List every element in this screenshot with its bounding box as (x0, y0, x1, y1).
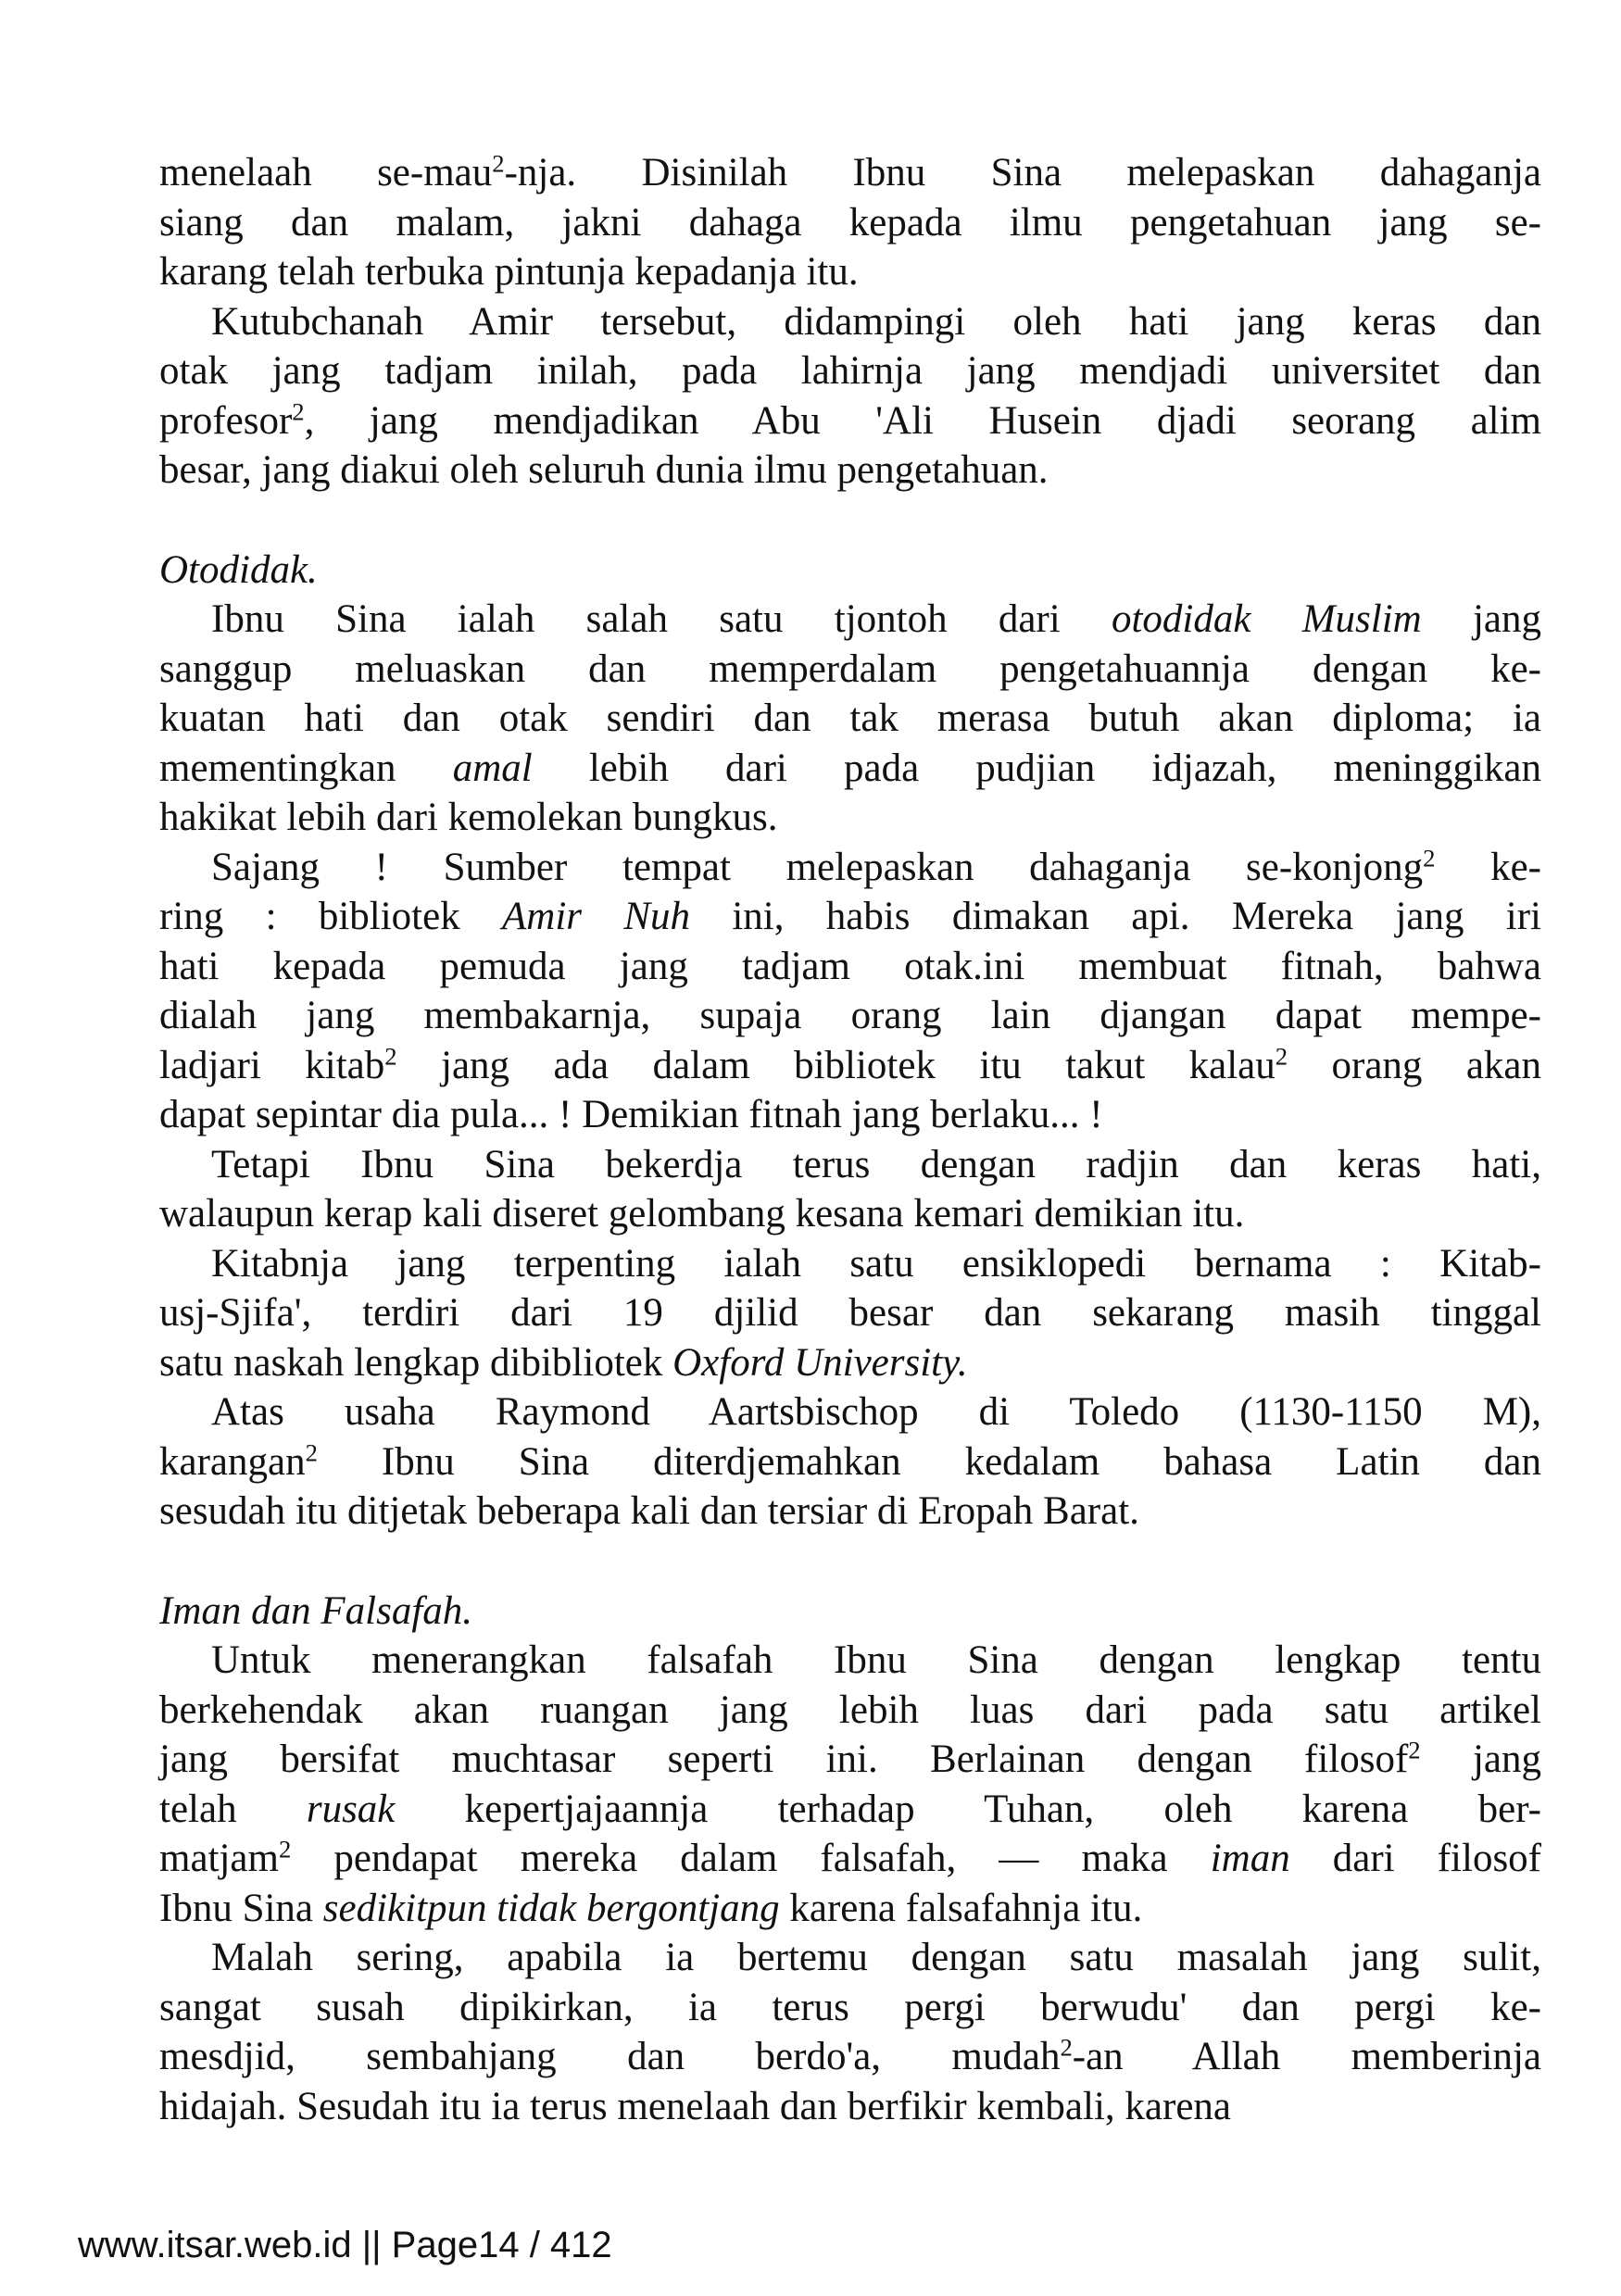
paragraph: jang bersifat muchtasar seperti ini. Berlainan dengan filosof$^2$ jang (159, 1736, 1541, 1781)
paragraph: dialah jang membakarnja, supaja orang lain djangan dapat mempe- (159, 994, 1541, 1037)
paragraph: menelaah se-mau$^2$-nja. Disinilah Ibnu Sina melepaskan dahaganja (159, 149, 1541, 194)
paragraph: matjam$^2$ pendapat mereka dalam falsafah, — maka iman dari filosof (159, 1835, 1541, 1880)
paragraph: besar, jang diakui oleh seluruh dunia ilmu pengetahuan. (159, 448, 1049, 492)
paragraph: karang telah terbuka pintunja kepadanja itu. (159, 250, 859, 294)
paragraph: mesdjid, sembahjang dan berdo'a, mudah$^2$-an Allah memberinja (159, 2033, 1541, 2078)
paragraph: dapat sepintar dia pula... ! Demikian fitnah jang berlaku... ! (159, 1093, 1103, 1136)
paragraph: Ibnu Sina ialah salah satu tjontoh dari otodidak Muslim jang (211, 597, 1541, 641)
paragraph: hakikat lebih dari kemolekan bungkus. (159, 796, 778, 839)
paragraph: berkehendak akan ruangan jang lebih luas dari pada satu artikel (159, 1687, 1541, 1732)
paragraph: mementingkan amal lebih dari pada pudjian idjazah, meninggikan (159, 746, 1541, 790)
paragraph: otak jang tadjam inilah, pada lahirnja jang mendjadi universitet dan (159, 349, 1541, 393)
paragraph: sangat susah dipikirkan, ia terus pergi berwudu' dan pergi ke- (159, 1985, 1541, 2029)
paragraph: hati kepada pemuda jang tadjam otak.ini membuat fitnah, bahwa (159, 944, 1541, 988)
paragraph: Malah sering, apabila ia bertemu dengan satu masalah jang sulit, (211, 1936, 1541, 1979)
paragraph: usj-Sjifa', terdiri dari 19 djilid besar dan sekarang masih tinggal (159, 1291, 1541, 1335)
paragraph: telah rusak kepertjajaannja terhadap Tuhan, oleh karena ber- (159, 1787, 1541, 1831)
paragraph: satu naskah lengkap dibibliotek Oxford University. (159, 1340, 968, 1385)
paragraph: walaupun kerap kali diseret gelombang kesana kemari demikian itu. (159, 1192, 1245, 1236)
paragraph: ladjari kitab$^2$ jang ada dalam bibliotek itu takut kalau$^2$ orang akan (159, 1041, 1542, 1087)
paragraph: hidajah. Sesudah itu ia terus menelaah dan berfikir kembali, karena (159, 2084, 1231, 2128)
paragraph: siang dan malam, jakni dahaga kepada ilmu pengetahuan jang se- (159, 200, 1541, 245)
paragraph: sesudah itu ditjetak beberapa kali dan tersiar di Eropah Barat. (159, 1489, 1139, 1533)
paragraph: Untuk menerangkan falsafah Ibnu Sina dengan lengkap tentu (211, 1638, 1541, 1682)
paragraph: Kitabnja jang terpenting ialah satu ensiklopedi bernama : Kitab- (211, 1241, 1541, 1286)
paragraph: profesor$^2$, jang mendjadikan Abu 'Ali Husein djadi seorang alim (159, 396, 1541, 443)
section-heading-otodidak: Otodidak. (159, 547, 318, 592)
paragraph: Atas usaha Raymond Aartsbischop di Toledo (1130-1150 M), (211, 1390, 1541, 1434)
paragraph: Tetapi Ibnu Sina bekerdja terus dengan radjin dan keras hati, (211, 1142, 1541, 1186)
paragraph: ring : bibliotek Amir Nuh ini, habis dimakan api. Mereka jang iri (159, 895, 1541, 938)
section-heading-iman-dan-falsafah: Iman dan Falsafah. (159, 1588, 473, 1633)
paragraph: Kutubchanah Amir tersebut, didampingi oleh hati jang keras dan (211, 299, 1541, 344)
page-footer: www.itsar.web.id || Page14 / 412 (78, 2225, 612, 2265)
body-text (159, 148, 1541, 2131)
paragraph: kuatan hati dan otak sendiri dan tak merasa butuh akan diploma; ia (159, 696, 1541, 740)
paragraph: sanggup meluaskan dan memperdalam pengetahuannja dengan ke- (159, 646, 1541, 691)
paragraph: Sajang ! Sumber tempat melepaskan dahaganja se-konjong$^2$ ke- (211, 843, 1542, 889)
paragraph: Ibnu Sina sedikitpun tidak bergontjang karena falsafahnja itu. (159, 1886, 1143, 1930)
paragraph: karangan$^2$ Ibnu Sina diterdjemahkan kedalam bahasa Latin dan (159, 1437, 1541, 1484)
